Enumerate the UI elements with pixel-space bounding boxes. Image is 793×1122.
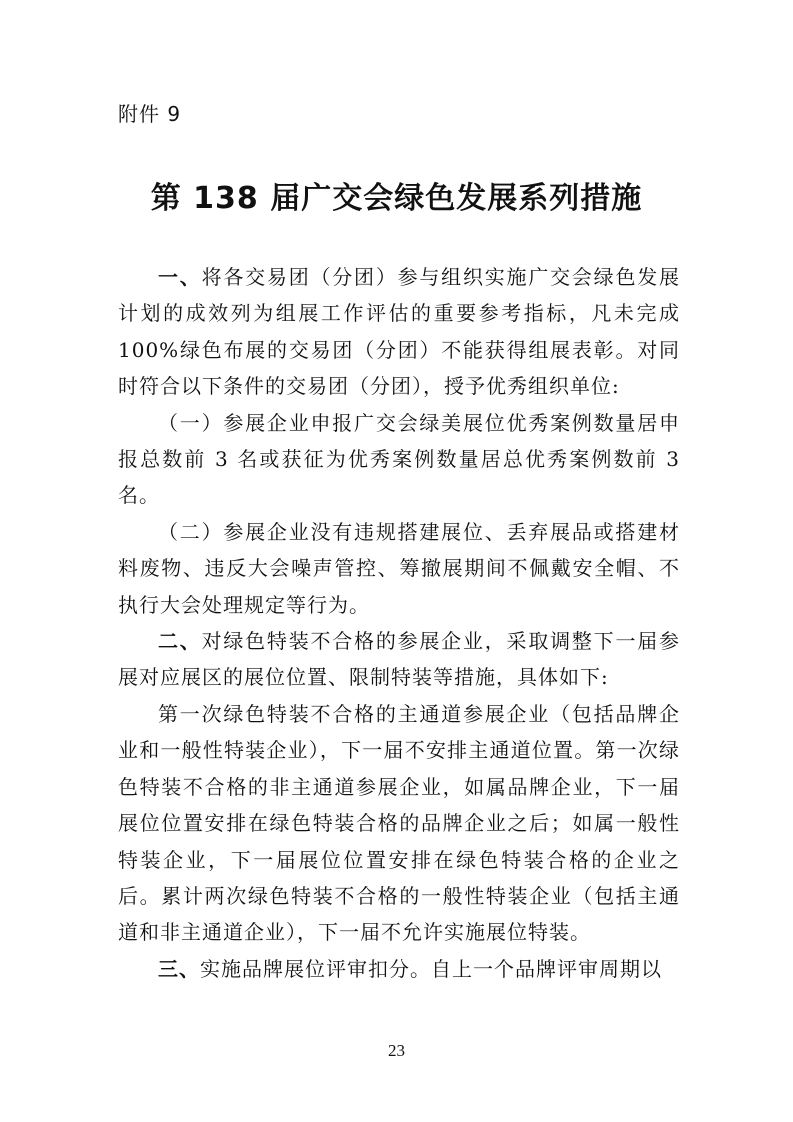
paragraph-text: （一）参展企业申报广交会绿美展位优秀案例数量居申报总数前 3 名或获征为优秀案例数量居总优秀案例数前 3 名。: [118, 410, 680, 508]
page-number: 23: [388, 1041, 405, 1060]
paragraph-3: [118, 514, 680, 623]
document-body: [118, 259, 680, 987]
paragraph-text: 将各交易团（分团）参与组织实施广交会绿色发展计划的成效列为组展工作评估的重要参考指标，凡未完成 100%绿色布展的交易团（分团）不能获得组展表彰。对同时符合以下条件的交易团（分团），授予优秀组织单位:: [118, 265, 681, 399]
paragraph-6: [118, 951, 680, 987]
paragraph-1: [118, 259, 680, 405]
section-number: 一、: [158, 265, 202, 289]
paragraph-2: [118, 405, 680, 514]
attachment-label: 附件 9: [118, 102, 182, 126]
paragraph-5: [118, 696, 680, 951]
paragraph-text: （二）参展企业没有违规搭建展位、丢弃展品或搭建材料废物、违反大会噪声管控、筹撤展期间不佩戴安全帽、不执行大会处理规定等行为。: [118, 519, 680, 617]
section-number: 二、: [158, 629, 202, 654]
paragraph-text: 对绿色特装不合格的参展企业，采取调整下一届参展对应展区的展位位置、限制特装等措施，具体如下:: [118, 629, 681, 690]
paragraph-text: 实施品牌展位评审扣分。自上一个品牌评审周期以: [200, 956, 662, 981]
document-title: 第 138 届广交会绿色发展系列措施: [150, 181, 643, 216]
section-number: 三、: [158, 956, 200, 981]
paragraph-4: [118, 623, 680, 696]
paragraph-text: 第一次绿色特装不合格的主通道参展企业（包括品牌企业和一般性特装企业），下一届不安排主通道位置。第一次绿色特装不合格的非主通道参展企业，如属品牌企业，下一届展位位置安排在绿色特装合格的品牌企业之后；如属一般性特装企业，下一届展位位置安排在绿色特装合格的企业之后。累计两次绿色特装不合格的一般性特装企业（包括主通道和非主通道企业），下一届不允许实施展位特装。: [118, 701, 680, 945]
